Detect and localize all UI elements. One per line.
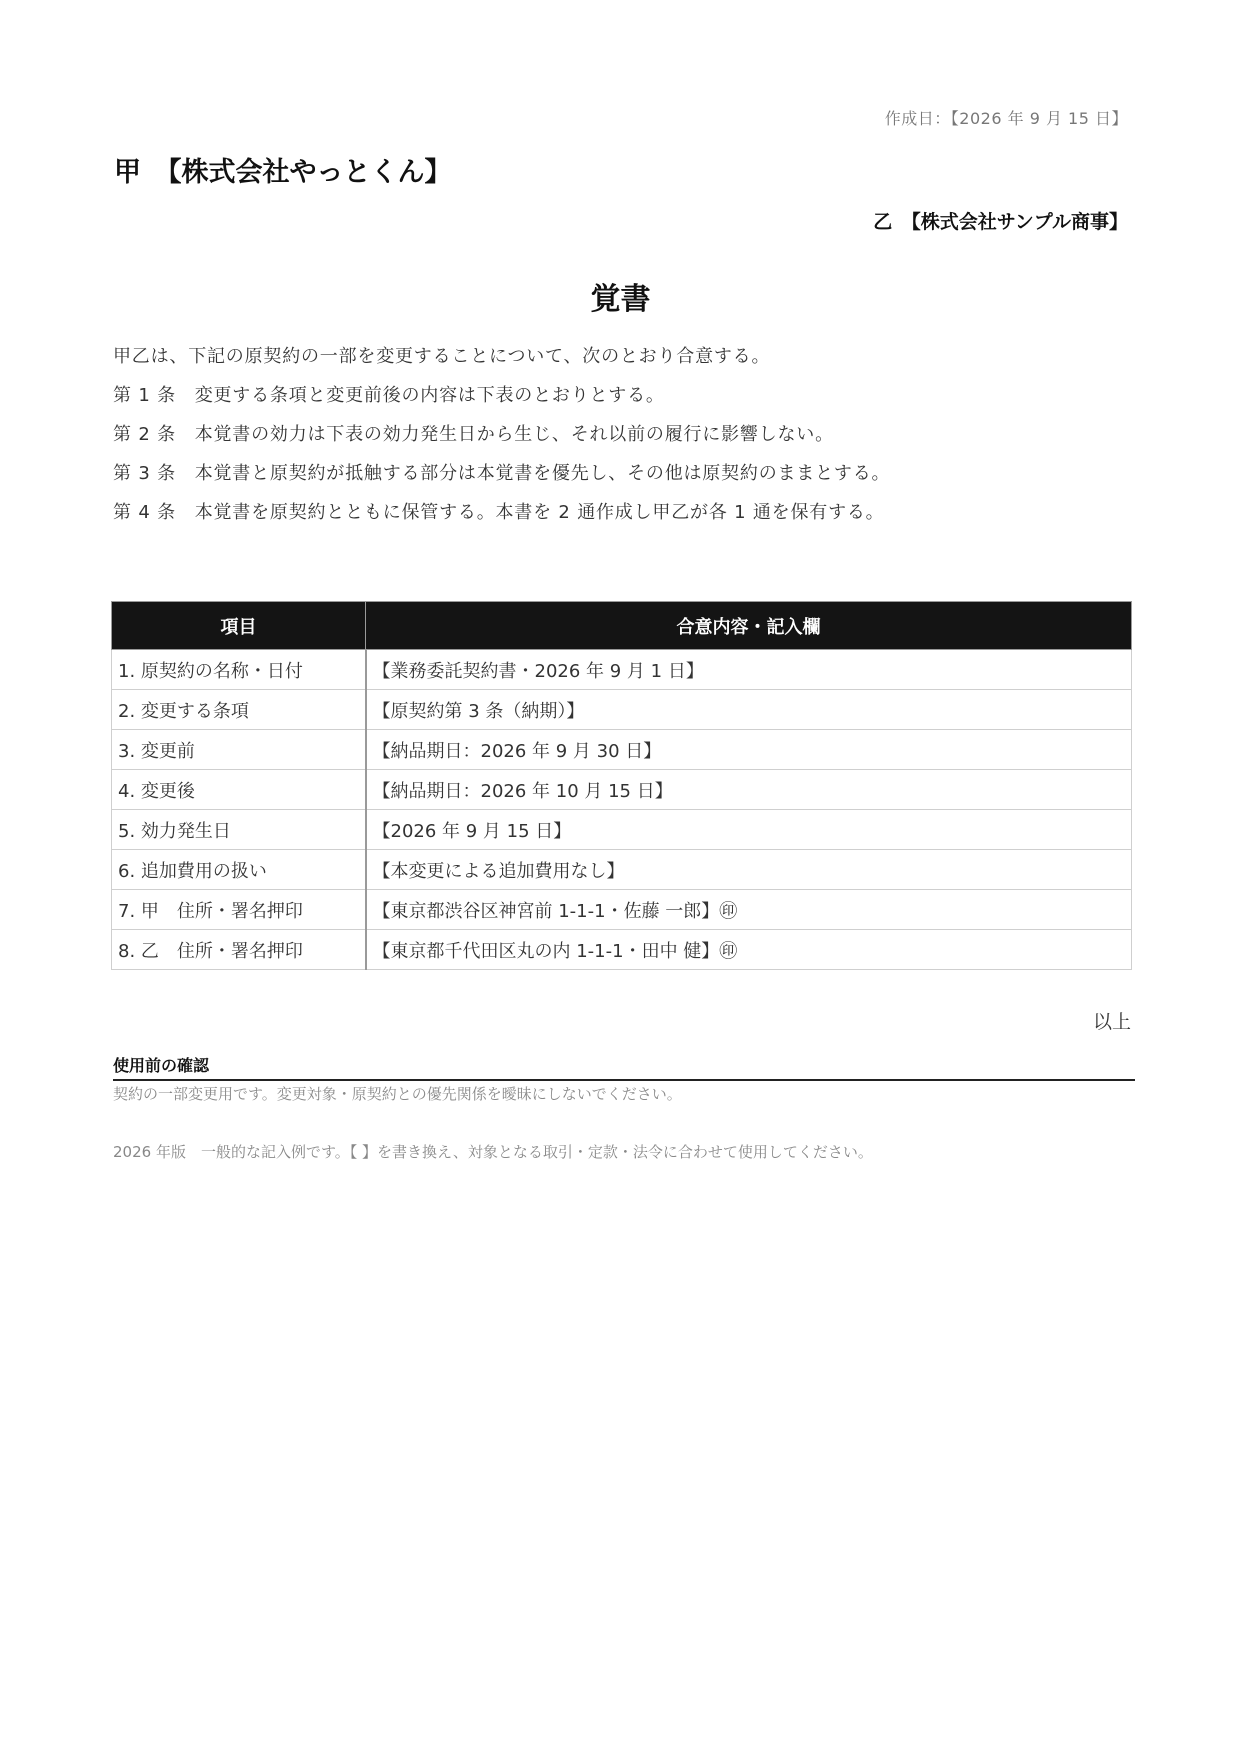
- row-value: 【納品期日：2026 年 9 月 30 日】: [366, 730, 1132, 770]
- row-value: 【本変更による追加費用なし】: [366, 850, 1132, 890]
- party-a: 甲 【株式会社やっとくん】: [114, 157, 452, 188]
- row-label: 7. 甲 住所・署名押印: [112, 890, 366, 930]
- row-label: 6. 追加費用の扱い: [112, 850, 366, 890]
- document-title: 覚書: [590, 282, 651, 317]
- preamble: 甲乙は、下記の原契約の一部を変更することについて、次のとおり合意する。: [113, 346, 771, 367]
- row-value: 【原契約第 3 条（納期）】: [366, 690, 1132, 730]
- party-b: 乙 【株式会社サンプル商事】: [873, 211, 1128, 233]
- row-value: 【納品期日：2026 年 10 月 15 日】: [366, 770, 1132, 810]
- check-note: 契約の一部変更用です。変更対象・原契約との優先関係を曖昧にしないでください。: [113, 1085, 682, 1103]
- agreement-body: [113, 337, 1133, 532]
- row-label: 1. 原契約の名称・日付: [112, 650, 366, 690]
- row-label: 3. 変更前: [112, 730, 366, 770]
- article-1: 第 1 条 変更する条項と変更前後の内容は下表のとおりとする。: [113, 385, 665, 406]
- created-date: 作成日：【2026 年 9 月 15 日】: [884, 109, 1128, 128]
- article-2: 第 2 条 本覚書の効力は下表の効力発生日から生じ、それ以前の履行に影響しない。: [113, 424, 834, 445]
- row-label: 5. 効力発生日: [112, 810, 366, 850]
- table-row: [112, 850, 1132, 890]
- article-4: 第 4 条 本覚書を原契約とともに保管する。本書を 2 通作成し甲乙が各 1 通を保有する。: [113, 502, 885, 523]
- table-header-row: [112, 602, 1132, 650]
- row-label: 2. 変更する条項: [112, 690, 366, 730]
- row-label: 4. 変更後: [112, 770, 366, 810]
- closing-mark: 以上: [1092, 1011, 1131, 1033]
- table-row: [112, 690, 1132, 730]
- table-row: [112, 770, 1132, 810]
- row-value: 【東京都千代田区丸の内 1-1-1・田中 健】㊞: [366, 930, 1132, 970]
- article-3: 第 3 条 本覚書と原契約が抵触する部分は本覚書を優先し、その他は原契約のままとする。: [113, 463, 891, 484]
- table-row: [112, 650, 1132, 690]
- table-row: [112, 890, 1132, 930]
- table-row: [112, 810, 1132, 850]
- column-header-content: 合意内容・記入欄: [366, 602, 1132, 650]
- column-header-item: 項目: [112, 602, 366, 650]
- row-value: 【東京都渋谷区神宮前 1-1-1・佐藤 一郎】㊞: [366, 890, 1132, 930]
- agreement-table: [111, 601, 1132, 970]
- table-row: [112, 930, 1132, 970]
- row-value: 【2026 年 9 月 15 日】: [366, 810, 1132, 850]
- row-value: 【業務委託契約書・2026 年 9 月 1 日】: [366, 650, 1132, 690]
- footer-note: 2026 年版 一般的な記入例です。【 】を書き換え、対象となる取引・定款・法令に合わせて使用してください。: [113, 1143, 873, 1161]
- check-heading: 使用前の確認: [113, 1053, 1135, 1081]
- row-label: 8. 乙 住所・署名押印: [112, 930, 366, 970]
- table-row: [112, 730, 1132, 770]
